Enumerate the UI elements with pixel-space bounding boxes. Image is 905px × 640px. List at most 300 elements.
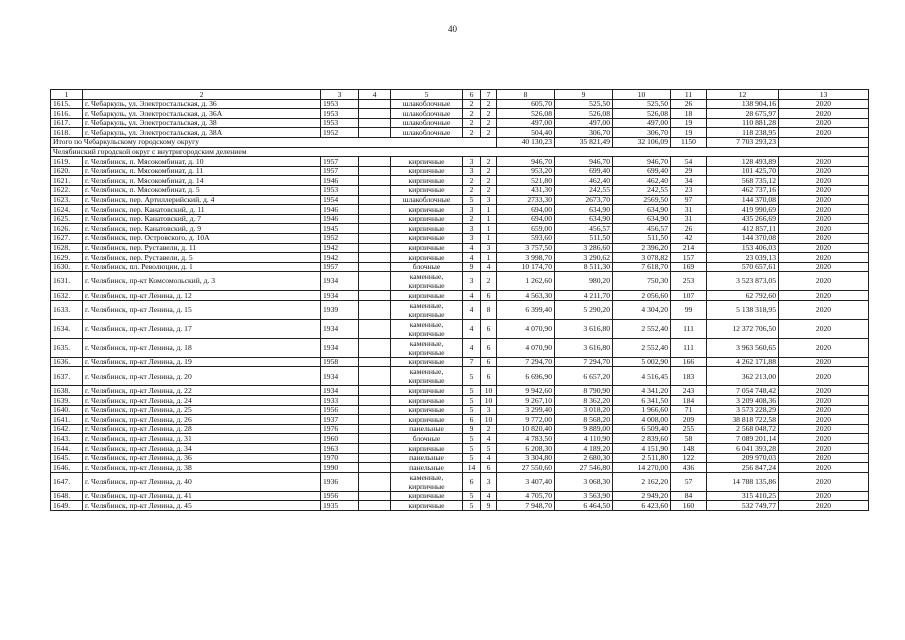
cost-cell: 28 675,97 — [707, 109, 779, 119]
cost-cell: 101 425,70 — [707, 166, 779, 176]
repair-year-cell: 2020 — [779, 472, 869, 491]
table-row — [51, 157, 869, 167]
total-area-cell: 7 948,70 — [497, 501, 555, 511]
wall-material-cell: шлакоблочные — [391, 195, 463, 205]
column-number: 7 — [481, 90, 497, 100]
address-cell: г. Чебаркуль, ул. Электростальская, д. 38А — [83, 128, 321, 138]
residents-cell: 84 — [671, 491, 707, 501]
table-row — [51, 166, 869, 176]
table-row — [51, 300, 869, 319]
residents-cell: 253 — [671, 272, 707, 291]
table-row — [51, 185, 869, 195]
entrances-cell: 6 — [481, 357, 497, 367]
repair-year-cell: 2020 — [779, 214, 869, 224]
residents-cell: 54 — [671, 157, 707, 167]
column-number: 9 — [555, 90, 613, 100]
cost-cell: 110 881,28 — [707, 118, 779, 128]
residents-cell: 209 — [671, 415, 707, 425]
area-cell: 9 889,00 — [555, 424, 613, 434]
entrances-cell: 1 — [481, 253, 497, 263]
total-area-cell: 4 783,50 — [497, 434, 555, 444]
repair-year-cell: 2020 — [779, 118, 869, 128]
column-number: 6 — [463, 90, 481, 100]
residential-area-cell: 4 151,90 — [613, 444, 671, 454]
residents-cell: 34 — [671, 176, 707, 186]
address-cell: г. Челябинск, п. Мясокомбинат, д. 5 — [83, 185, 321, 195]
year-built-cell: 1934 — [321, 319, 359, 338]
row-number: 1635. — [51, 338, 83, 357]
area-cell: 3 286,60 — [555, 243, 613, 253]
year-built-cell: 1945 — [321, 224, 359, 234]
column-4-cell — [359, 463, 391, 473]
table-row — [51, 291, 869, 301]
area-cell: 3 616,80 — [555, 319, 613, 338]
total-area-cell: 3 299,40 — [497, 405, 555, 415]
row-number: 1647. — [51, 472, 83, 491]
area-cell: 4 189,20 — [555, 444, 613, 454]
year-built-cell: 1952 — [321, 128, 359, 138]
repair-year-cell: 2020 — [779, 272, 869, 291]
cost-cell: 3 963 560,65 — [707, 338, 779, 357]
residents-cell: 122 — [671, 453, 707, 463]
total-area-cell: 4 070,90 — [497, 338, 555, 357]
address-cell: г. Чебаркуль, ул. Электростальская, д. 36А — [83, 109, 321, 119]
cost-cell: 7 089 201,14 — [707, 434, 779, 444]
repair-year-cell: 2020 — [779, 386, 869, 396]
year-built-cell: 1934 — [321, 367, 359, 386]
table-row — [51, 367, 869, 386]
column-number: 1 — [51, 90, 83, 100]
cost-cell: 462 737,16 — [707, 185, 779, 195]
address-cell: г. Челябинск, пер. Руставели, д. 5 — [83, 253, 321, 263]
area-cell: 6 464,50 — [555, 501, 613, 511]
column-4-cell — [359, 319, 391, 338]
area-cell: 8 511,30 — [555, 262, 613, 272]
row-number: 1638. — [51, 386, 83, 396]
entrances-cell: 2 — [481, 109, 497, 119]
column-4-cell — [359, 357, 391, 367]
residential-area-cell: 6 509,40 — [613, 424, 671, 434]
floors-cell: 5 — [463, 501, 481, 511]
year-built-cell: 1957 — [321, 166, 359, 176]
page-number: 40 — [448, 24, 457, 34]
wall-material-cell: кирпичные — [391, 291, 463, 301]
cost-cell: 315 410,25 — [707, 491, 779, 501]
wall-material-cell: каменные, кирпичные — [391, 300, 463, 319]
cost-cell: 23 039,13 — [707, 253, 779, 263]
residential-area-cell: 3 078,82 — [613, 253, 671, 263]
total-area-cell: 3 407,40 — [497, 472, 555, 491]
cost-cell: 144 370,08 — [707, 195, 779, 205]
entrances-cell: 10 — [481, 415, 497, 425]
cost-cell: 435 266,69 — [707, 214, 779, 224]
area-cell: 7 294,70 — [555, 357, 613, 367]
table-row — [51, 205, 869, 215]
column-4-cell — [359, 166, 391, 176]
address-cell: г. Челябинск, пр-кт Комсомольский, д. 3 — [83, 272, 321, 291]
residential-area-cell: 2 552,40 — [613, 338, 671, 357]
area-cell: 497,00 — [555, 118, 613, 128]
floors-cell: 9 — [463, 424, 481, 434]
column-4-cell — [359, 405, 391, 415]
area-cell: 2673,70 — [555, 195, 613, 205]
entrances-cell: 4 — [481, 491, 497, 501]
row-number: 1643. — [51, 434, 83, 444]
total-area-cell: 521,80 — [497, 176, 555, 186]
total-area-cell: 9 942,60 — [497, 386, 555, 396]
area-cell: 27 546,80 — [555, 463, 613, 473]
wall-material-cell: шлакоблочные — [391, 118, 463, 128]
address-cell: г. Челябинск, пр-кт Ленина, д. 17 — [83, 319, 321, 338]
entrances-cell: 1 — [481, 233, 497, 243]
row-number: 1618. — [51, 128, 83, 138]
area-cell: 456,57 — [555, 224, 613, 234]
cost-cell: 570 657,61 — [707, 262, 779, 272]
table-row — [51, 224, 869, 234]
table-row — [51, 453, 869, 463]
table-row — [51, 501, 869, 511]
wall-material-cell: кирпичные — [391, 205, 463, 215]
wall-material-cell: кирпичные — [391, 157, 463, 167]
column-4-cell — [359, 396, 391, 406]
total-area-cell: 694,00 — [497, 214, 555, 224]
area-cell: 525,50 — [555, 99, 613, 109]
residents-cell: 29 — [671, 166, 707, 176]
column-4-cell — [359, 99, 391, 109]
table-body — [51, 90, 869, 511]
repair-year-cell: 2020 — [779, 367, 869, 386]
table-row — [51, 319, 869, 338]
row-number: 1641. — [51, 415, 83, 425]
repair-year-cell: 2020 — [779, 444, 869, 454]
residential-area-cell: 4 304,20 — [613, 300, 671, 319]
wall-material-cell: кирпичные — [391, 176, 463, 186]
residents-cell: 31 — [671, 205, 707, 215]
row-number: 1631. — [51, 272, 83, 291]
row-number: 1630. — [51, 262, 83, 272]
year-built-cell: 1953 — [321, 109, 359, 119]
residents-cell: 99 — [671, 300, 707, 319]
total-label: Итого по Чебаркульскому городскому округу — [51, 137, 497, 147]
residents-cell: 160 — [671, 501, 707, 511]
address-cell: г. Челябинск, пр-кт Ленина, д. 40 — [83, 472, 321, 491]
address-cell: г. Челябинск, пер. Канатовский, д. 9 — [83, 224, 321, 234]
entrances-cell: 2 — [481, 128, 497, 138]
entrances-cell: 2 — [481, 166, 497, 176]
table-row — [51, 128, 869, 138]
entrances-cell: 4 — [481, 453, 497, 463]
residents-cell: 148 — [671, 444, 707, 454]
address-cell: г. Челябинск, пр-кт Ленина, д. 26 — [83, 415, 321, 425]
section-row — [51, 147, 869, 157]
floors-cell: 5 — [463, 491, 481, 501]
column-4-cell — [359, 185, 391, 195]
year-built-cell: 1956 — [321, 405, 359, 415]
repair-year-cell: 2020 — [779, 501, 869, 511]
address-cell: г. Челябинск, пер. Руставели, д. 11 — [83, 243, 321, 253]
residents-cell: 97 — [671, 195, 707, 205]
repair-year-cell: 2020 — [779, 205, 869, 215]
table-row — [51, 214, 869, 224]
column-4-cell — [359, 367, 391, 386]
column-4-cell — [359, 109, 391, 119]
residential-area-cell: 462,40 — [613, 176, 671, 186]
column-4-cell — [359, 157, 391, 167]
area-cell: 5 290,20 — [555, 300, 613, 319]
column-4-cell — [359, 291, 391, 301]
repair-year-cell: 2020 — [779, 491, 869, 501]
row-number: 1626. — [51, 224, 83, 234]
year-built-cell: 1946 — [321, 176, 359, 186]
repair-year-cell: 2020 — [779, 300, 869, 319]
column-4-cell — [359, 128, 391, 138]
floors-cell: 2 — [463, 118, 481, 128]
cost-cell: 7 054 748,42 — [707, 386, 779, 396]
area-cell: 3 616,80 — [555, 338, 613, 357]
residential-area-cell: 699,40 — [613, 166, 671, 176]
wall-material-cell: кирпичные — [391, 185, 463, 195]
column-4-cell — [359, 491, 391, 501]
area-cell: 4 110,90 — [555, 434, 613, 444]
total-area-cell: 605,70 — [497, 99, 555, 109]
floors-cell: 5 — [463, 453, 481, 463]
wall-material-cell: каменные, кирпичные — [391, 367, 463, 386]
table-row — [51, 463, 869, 473]
area-cell: 946,70 — [555, 157, 613, 167]
cost-cell: 12 372 706,50 — [707, 319, 779, 338]
residents-cell: 23 — [671, 185, 707, 195]
entrances-cell: 6 — [481, 367, 497, 386]
residents-cell: 19 — [671, 118, 707, 128]
table-row — [51, 424, 869, 434]
entrances-cell: 6 — [481, 463, 497, 473]
residential-area-cell: 5 002,90 — [613, 357, 671, 367]
wall-material-cell: кирпичные — [391, 444, 463, 454]
floors-cell: 5 — [463, 405, 481, 415]
column-4-cell — [359, 415, 391, 425]
repair-year-cell: 2020 — [779, 166, 869, 176]
column-number: 12 — [707, 90, 779, 100]
total-area-cell: 6 696,90 — [497, 367, 555, 386]
column-4-cell — [359, 300, 391, 319]
area-cell: 2 680,30 — [555, 453, 613, 463]
repair-year-cell: 2020 — [779, 224, 869, 234]
cost-cell: 14 788 135,86 — [707, 472, 779, 491]
row-number: 1619. — [51, 157, 83, 167]
wall-material-cell: панельные — [391, 453, 463, 463]
entrances-cell: 2 — [481, 272, 497, 291]
residents-cell: 42 — [671, 233, 707, 243]
area-cell: 462,40 — [555, 176, 613, 186]
year-built-cell: 1939 — [321, 300, 359, 319]
residential-area-cell: 4 516,45 — [613, 367, 671, 386]
address-cell: г. Чебаркуль, ул. Электростальская, д. 36 — [83, 99, 321, 109]
residential-area-cell: 6 341,50 — [613, 396, 671, 406]
year-built-cell: 1937 — [321, 415, 359, 425]
address-cell: г. Челябинск, пр-кт Ленина, д. 34 — [83, 444, 321, 454]
column-4-cell — [359, 444, 391, 454]
address-cell: г. Челябинск, пр-кт Ленина, д. 15 — [83, 300, 321, 319]
address-cell: г. Челябинск, пр-кт Ленина, д. 19 — [83, 357, 321, 367]
column-4-cell — [359, 243, 391, 253]
table-row — [51, 272, 869, 291]
table-row — [51, 195, 869, 205]
row-number: 1625. — [51, 214, 83, 224]
total-area-cell: 9 772,00 — [497, 415, 555, 425]
column-4-cell — [359, 386, 391, 396]
row-number: 1639. — [51, 396, 83, 406]
total-area-cell: 3 304,80 — [497, 453, 555, 463]
residential-area-cell: 306,70 — [613, 128, 671, 138]
entrances-cell: 2 — [481, 118, 497, 128]
column-4-cell — [359, 253, 391, 263]
row-number: 1636. — [51, 357, 83, 367]
residential-area-cell: 14 270,00 — [613, 463, 671, 473]
floors-cell: 5 — [463, 195, 481, 205]
year-built-cell: 1933 — [321, 396, 359, 406]
year-built-cell: 1952 — [321, 233, 359, 243]
floors-cell: 4 — [463, 291, 481, 301]
repair-year-cell: 2020 — [779, 338, 869, 357]
total-area-cell: 9 267,10 — [497, 396, 555, 406]
wall-material-cell: блочные — [391, 262, 463, 272]
table-row — [51, 357, 869, 367]
table-row — [51, 109, 869, 119]
residential-area-cell: 525,50 — [613, 99, 671, 109]
residential-area-cell: 2 511,80 — [613, 453, 671, 463]
residential-area-cell: 7 618,70 — [613, 262, 671, 272]
row-number: 1644. — [51, 444, 83, 454]
table-row — [51, 434, 869, 444]
total-row — [51, 137, 869, 147]
residents-cell: 214 — [671, 243, 707, 253]
repair-year-cell — [779, 137, 869, 147]
floors-cell: 2 — [463, 185, 481, 195]
year-built-cell: 1942 — [321, 253, 359, 263]
year-built-cell: 1957 — [321, 157, 359, 167]
residential-area-cell: 2 056,60 — [613, 291, 671, 301]
column-4-cell — [359, 195, 391, 205]
floors-cell: 5 — [463, 434, 481, 444]
repair-year-cell: 2020 — [779, 243, 869, 253]
repair-year-cell: 2020 — [779, 424, 869, 434]
residential-area-cell: 242,55 — [613, 185, 671, 195]
cost-cell: 532 749,77 — [707, 501, 779, 511]
entrances-cell: 2 — [481, 157, 497, 167]
wall-material-cell: кирпичные — [391, 224, 463, 234]
year-built-cell: 1953 — [321, 118, 359, 128]
total-area-cell: 2733,30 — [497, 195, 555, 205]
area-cell: 634,90 — [555, 205, 613, 215]
table-row — [51, 253, 869, 263]
total-area-cell: 10 174,70 — [497, 262, 555, 272]
total-area-cell: 4 563,30 — [497, 291, 555, 301]
entrances-cell: 10 — [481, 386, 497, 396]
area-cell: 4 211,70 — [555, 291, 613, 301]
area-cell: 306,70 — [555, 128, 613, 138]
floors-cell: 4 — [463, 319, 481, 338]
year-built-cell: 1946 — [321, 214, 359, 224]
year-built-cell: 1976 — [321, 424, 359, 434]
residential-area-cell: 946,70 — [613, 157, 671, 167]
cost-cell: 153 406,03 — [707, 243, 779, 253]
cost-cell: 38 818 722,58 — [707, 415, 779, 425]
entrances-cell: 4 — [481, 434, 497, 444]
floors-cell: 5 — [463, 396, 481, 406]
residential-area-cell: 511,50 — [613, 233, 671, 243]
column-4-cell — [359, 262, 391, 272]
row-number: 1617. — [51, 118, 83, 128]
area-cell: 3 290,62 — [555, 253, 613, 263]
address-cell: г. Челябинск, пр-кт Ленина, д. 41 — [83, 491, 321, 501]
total-area-cell: 504,40 — [497, 128, 555, 138]
residential-area-cell: 750,30 — [613, 272, 671, 291]
area-cell: 35 821,49 — [555, 137, 613, 147]
repair-year-cell: 2020 — [779, 109, 869, 119]
repair-year-cell: 2020 — [779, 128, 869, 138]
address-cell: г. Челябинск, пр-кт Ленина, д. 28 — [83, 424, 321, 434]
address-cell: г. Челябинск, п. Мясокомбинат, д. 11 — [83, 166, 321, 176]
row-number: 1634. — [51, 319, 83, 338]
cost-cell: 256 847,24 — [707, 463, 779, 473]
row-number: 1637. — [51, 367, 83, 386]
floors-cell: 3 — [463, 157, 481, 167]
row-number: 1629. — [51, 253, 83, 263]
column-number: 3 — [321, 90, 359, 100]
year-built-cell: 1946 — [321, 205, 359, 215]
address-cell: г. Челябинск, пер. Канатовский, д. 7 — [83, 214, 321, 224]
floors-cell: 2 — [463, 176, 481, 186]
column-number: 10 — [613, 90, 671, 100]
row-number: 1642. — [51, 424, 83, 434]
table-row — [51, 491, 869, 501]
floors-cell: 5 — [463, 444, 481, 454]
address-cell: г. Челябинск, п. Мясокомбинат, д. 14 — [83, 176, 321, 186]
residents-cell: 436 — [671, 463, 707, 473]
cost-cell: 144 370,08 — [707, 233, 779, 243]
address-cell: г. Челябинск, пр-кт Ленина, д. 38 — [83, 463, 321, 473]
total-area-cell: 953,20 — [497, 166, 555, 176]
total-area-cell: 6 208,30 — [497, 444, 555, 454]
year-built-cell: 1934 — [321, 291, 359, 301]
wall-material-cell: каменные, кирпичные — [391, 319, 463, 338]
section-label: Челябинский городской округ с внутригородским делением — [51, 147, 869, 157]
wall-material-cell: кирпичные — [391, 415, 463, 425]
column-4-cell — [359, 472, 391, 491]
cost-cell: 209 970,03 — [707, 453, 779, 463]
year-built-cell: 1934 — [321, 338, 359, 357]
residents-cell: 31 — [671, 214, 707, 224]
address-cell: г. Челябинск, пер. Канатовский, д. 11 — [83, 205, 321, 215]
residents-cell: 107 — [671, 291, 707, 301]
residents-cell: 58 — [671, 434, 707, 444]
entrances-cell: 3 — [481, 243, 497, 253]
entrances-cell: 4 — [481, 262, 497, 272]
residents-cell: 111 — [671, 338, 707, 357]
table-row — [51, 233, 869, 243]
total-area-cell: 10 820,40 — [497, 424, 555, 434]
cost-cell: 3 209 408,36 — [707, 396, 779, 406]
address-cell: г. Челябинск, пл. Революции, д. 1 — [83, 262, 321, 272]
area-cell: 8 568,20 — [555, 415, 613, 425]
entrances-cell: 6 — [481, 291, 497, 301]
cost-cell: 412 857,11 — [707, 224, 779, 234]
year-built-cell: 1953 — [321, 99, 359, 109]
residential-area-cell: 2 162,20 — [613, 472, 671, 491]
area-cell: 3 563,90 — [555, 491, 613, 501]
wall-material-cell: кирпичные — [391, 253, 463, 263]
cost-cell: 3 573 228,29 — [707, 405, 779, 415]
